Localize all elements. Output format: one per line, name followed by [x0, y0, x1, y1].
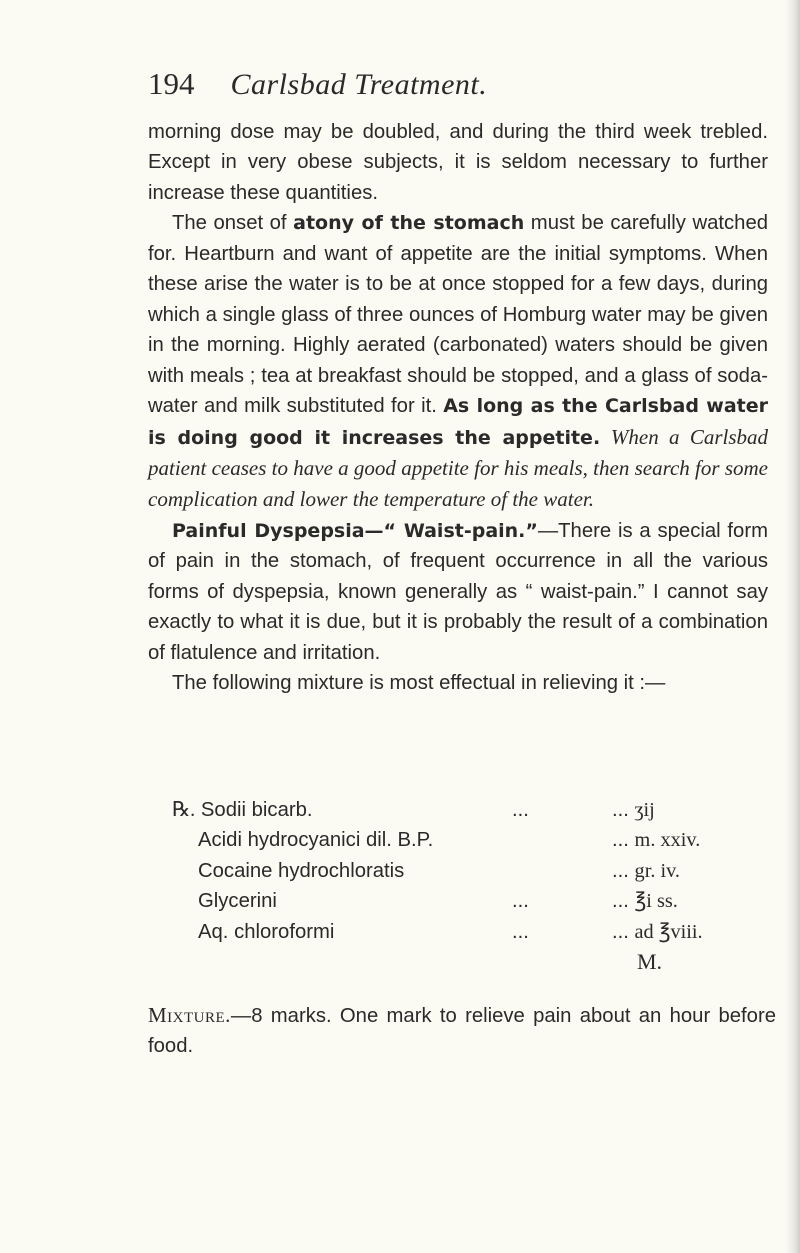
running-title: Carlsbad Treatment.: [230, 68, 488, 101]
ingredient-name: Glycerini: [198, 890, 277, 913]
misce-label: M.: [637, 948, 663, 974]
section-heading: Painful Dyspepsia—“ Waist-pain.”: [172, 519, 538, 542]
ingredient-amount: ʒij: [634, 799, 655, 821]
paragraph-2: [148, 208, 768, 516]
ingredient-amount-line: [612, 795, 655, 825]
leader-dots: ...: [612, 799, 629, 821]
prescription: [172, 795, 772, 977]
ingredient-amount: ℥i ss.: [634, 890, 678, 913]
rx-symbol: ℞.: [172, 799, 196, 821]
ingredient-amount-line: [612, 886, 678, 916]
prescription-row: [172, 825, 772, 855]
mixture-note: [148, 1000, 776, 1062]
paragraph-1: morning dose may be doubled, and during the third week trebled. Except in very obese subjects, it is seldom necessary to further increase these quantities.: [148, 121, 768, 204]
leader-dots: ...: [612, 920, 629, 943]
spacer: [600, 427, 611, 449]
page-number: 194: [148, 66, 195, 101]
bold-statement: As long as the Carlsbad water is doing good it increases the appetite.: [148, 395, 768, 449]
page-edge-shadow: [786, 0, 800, 1253]
prescription-row: [172, 795, 772, 825]
leader-dots: ...: [512, 799, 529, 821]
prescription-line: [172, 795, 313, 825]
paragraph-3-body: —There is a special form of pain in the stomach, of frequent occurrence in all the various forms of dyspepsia, known generally as “ waist-pain.” I cannot say exactly to what it is due, but it is probably the result of a combination of flatulence and irritation.: [148, 519, 768, 664]
ingredient-name: Aq. chloroformi: [198, 920, 335, 943]
prescription-row: [172, 886, 772, 916]
ingredient-amount-line: [612, 917, 703, 947]
leader-dots: ...: [612, 829, 629, 852]
mixture-text: —8 marks. One mark to relieve pain about an hour before food.: [148, 1005, 776, 1058]
prescription-row: [172, 856, 772, 886]
ingredient-amount: gr. iv.: [634, 859, 680, 882]
ingredient-amount: ad ℥viii.: [634, 920, 703, 943]
body-text: [148, 117, 768, 699]
leader-dots: ...: [612, 859, 629, 882]
paragraph-4: The following mixture is most effectual in relieving it :—: [172, 672, 666, 695]
leader-dots: ...: [512, 920, 529, 943]
paragraph-2-part-c: must be carefully watched for. Heartburn and want of appetite are the initial symptoms. When these arise the water is to be at once stopped for a few days, during which a single glass of three ounces of Homburg water may be given in the morning. Highly aerated (carbonated) waters should be given with meals ; tea at breakfast should be stopped, and a glass of soda-water and milk substituted for it.: [148, 212, 769, 418]
term-atony: atony of the stomach: [293, 212, 525, 235]
ingredient-name: Cocaine hydrochloratis: [198, 859, 405, 882]
italic-statement: When a Carlsbad patient ceases to have a good appetite for his meals, then search for some complication and lower the temperature of the water.: [148, 424, 769, 512]
ingredient-name: Sodii bicarb.: [200, 799, 313, 821]
ingredient-amount-line: [612, 856, 680, 886]
leader-dots: ...: [512, 890, 529, 913]
leader-dots: ...: [612, 890, 629, 913]
paragraph-2-part-a: The onset of: [172, 212, 294, 235]
ingredient-amount: m. xxiv.: [634, 829, 701, 852]
ingredient-name: Acidi hydrocyanici dil. B.P.: [198, 829, 434, 852]
prescription-row: [172, 947, 772, 977]
paragraph-3: [148, 516, 768, 668]
ingredient-amount-line: [612, 825, 700, 855]
mixture-label: Mixture.: [148, 1003, 231, 1027]
prescription-row: [172, 917, 772, 947]
page-header: [148, 66, 487, 103]
